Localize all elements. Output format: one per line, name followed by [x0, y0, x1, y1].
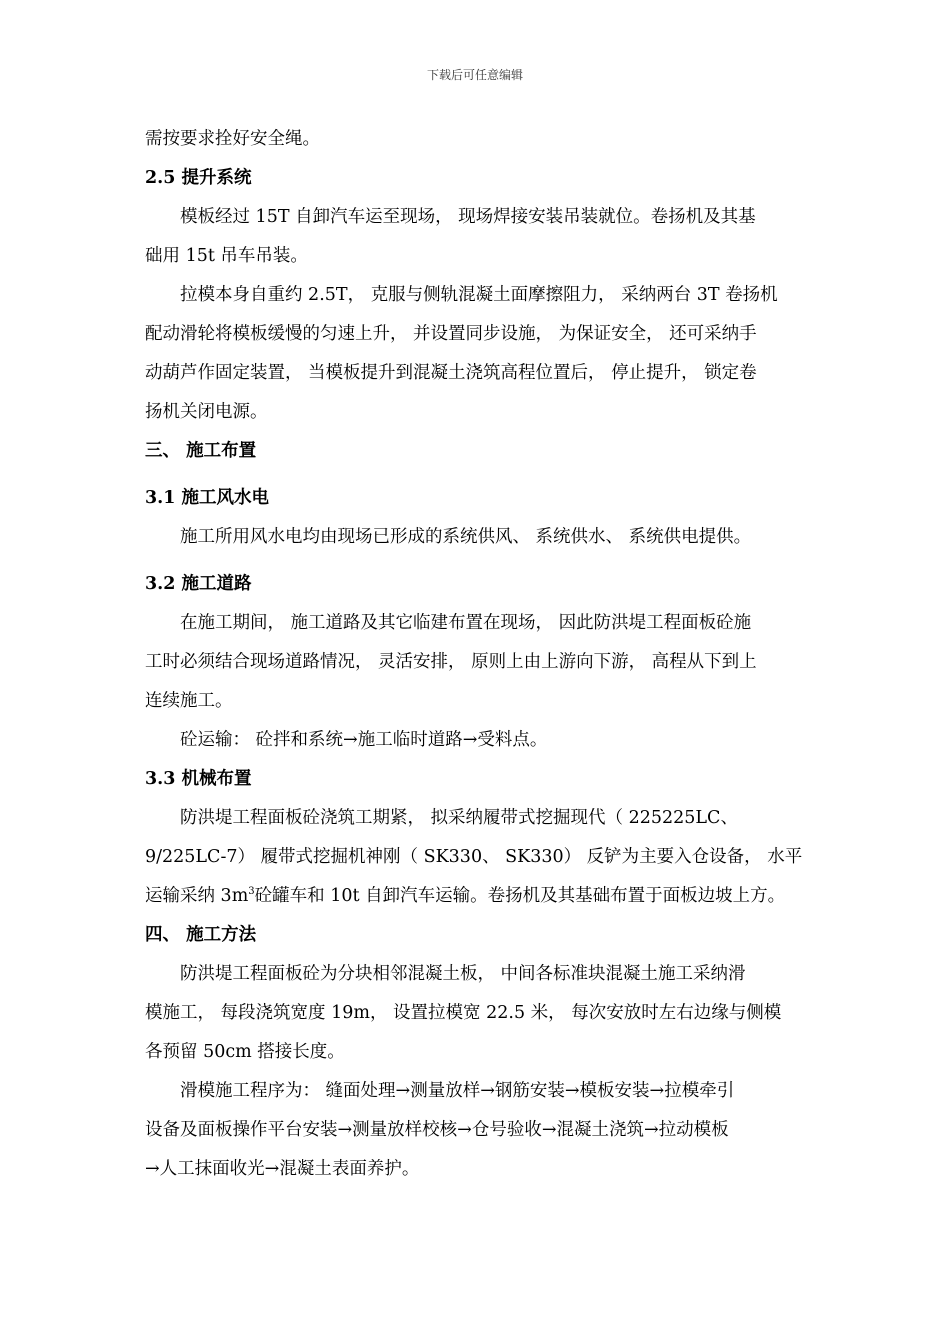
section-heading-3-3: 3.3 机械布置: [145, 769, 252, 789]
text-line: 设备及面板操作平台安装→测量放样校核→仓号验收→混凝土浇筑→拉动模板: [145, 1120, 729, 1140]
text-line: 砼运输： 砼拌和系统→施工临时道路→受料点。: [180, 730, 548, 750]
text-line: 9/225LC-7） 履带式挖掘机神刚（ SK330、 SK330） 反铲为主要入仓设备， 水平: [145, 847, 803, 867]
chapter-heading-4: 四、 施工方法: [145, 925, 257, 945]
text-fragment: 运输采纳 3m: [145, 886, 249, 906]
text-line: [145, 877, 825, 916]
section-heading-3-1: 3.1 施工风水电: [145, 488, 270, 508]
text-line: 模板经过 15T 自卸汽车运至现场， 现场焊接安装吊装就位。卷扬机及其基: [180, 207, 756, 227]
text-fragment: 砼罐车和 10t 自卸汽车运输。卷扬机及其基础布置于面板边坡上方。: [254, 886, 786, 906]
text-line: 在施工期间， 施工道路及其它临建布置在现场， 因此防洪堤工程面板砼施: [180, 613, 752, 633]
text-line: 滑模施工程序为： 缝面处理→测量放样→钢筋安装→模板安装→拉模牵引: [180, 1081, 735, 1101]
document-body: [145, 120, 825, 1189]
text-line: →人工抹面收光→混凝土表面养护。: [145, 1159, 420, 1179]
text-line: 需按要求拴好安全绳。: [145, 129, 320, 149]
text-line: 配动滑轮将模板缓慢的匀速上升， 并设置同步设施， 为保证安全， 还可采纳手: [145, 324, 757, 344]
chapter-heading-3: 三、 施工布置: [145, 441, 257, 461]
text-line: 防洪堤工程面板砼浇筑工期紧， 拟采纳履带式挖掘现代（ 225225LC、: [180, 808, 738, 828]
text-line: 各预留 50cm 搭接长度。: [145, 1042, 345, 1062]
text-line: 施工所用风水电均由现场已形成的系统供风、 系统供水、 系统供电提供。: [180, 527, 752, 547]
text-line: 工时必须结合现场道路情况， 灵活安排， 原则上由上游向下游， 高程从下到上: [145, 652, 757, 672]
text-line: 防洪堤工程面板砼为分块相邻混凝土板， 中间各标准块混凝土施工采纳滑: [180, 964, 746, 984]
page-header: 下载后可任意编辑: [426, 68, 523, 82]
text-line: 扬机关闭电源。: [145, 402, 268, 422]
text-line: 模施工， 每段浇筑宽度 19m， 设置拉模宽 22.5 米， 每次安放时左右边缘与侧模: [145, 1003, 782, 1023]
text-line: 拉模本身自重约 2.5T， 克服与侧轨混凝土面摩擦阻力， 采纳两台 3T 卷扬机: [180, 285, 778, 305]
section-heading-3-2: 3.2 施工道路: [145, 574, 252, 594]
text-line: 连续施工。: [145, 691, 233, 711]
superscript: 3: [248, 886, 255, 898]
section-heading-2-5: 2.5 提升系统: [145, 168, 252, 188]
text-line: 础用 15t 吊车吊装。: [145, 246, 308, 266]
text-line: 动葫芦作固定装置， 当模板提升到混凝土浇筑高程位置后， 停止提升， 锁定卷: [145, 363, 757, 383]
